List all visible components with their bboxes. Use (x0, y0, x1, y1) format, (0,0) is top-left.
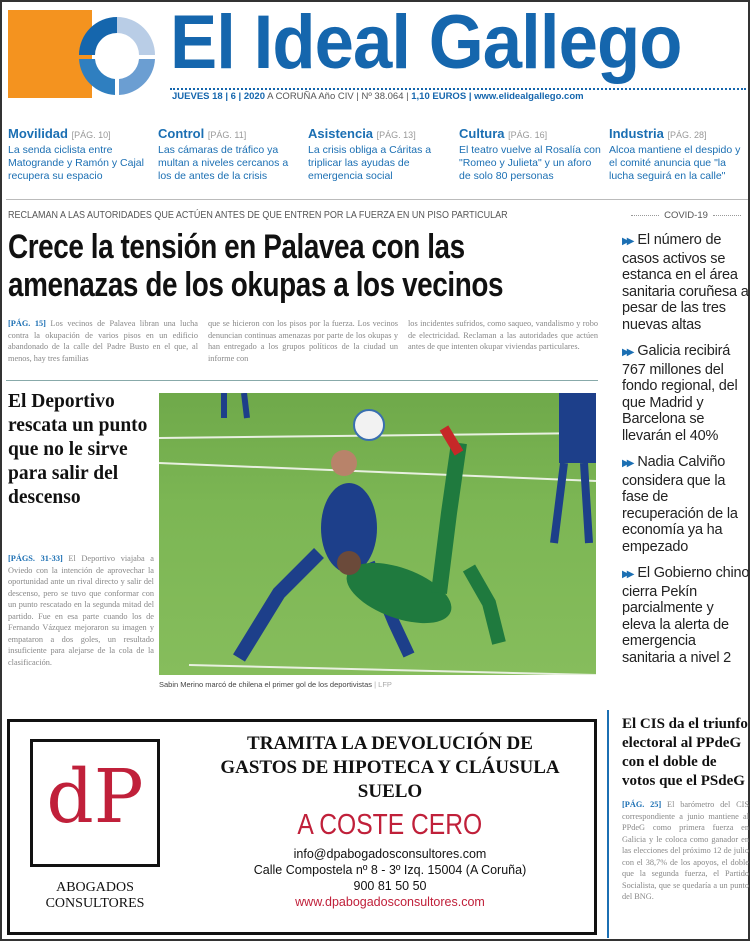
section-teaser[interactable] (158, 126, 303, 183)
website-link[interactable]: | www.elidealgallego.com (468, 91, 584, 102)
cis-story (622, 715, 749, 903)
column-divider (607, 710, 609, 938)
page-ref: [PÁG. 10] (71, 130, 111, 140)
covid-item[interactable] (622, 565, 750, 666)
masthead-divider (170, 88, 746, 90)
section-title: Industria (609, 126, 664, 141)
price: 1,10 EUROS (411, 91, 467, 102)
ad-offer: A COSTE CERO (297, 809, 483, 841)
section-teaser[interactable] (609, 126, 749, 183)
lead-column-1 (8, 318, 198, 364)
section-teaser[interactable] (8, 126, 153, 183)
covid-item[interactable] (622, 232, 750, 333)
lead-column-2: que se hicieron con los pisos por la fuerza. Los vecinos denuncian continuas amenazas por parte de los okupas y han entregado a los grupos políticos de la ciudad un informe con (208, 319, 398, 363)
ad-logo (30, 739, 160, 867)
date: JUEVES 18 | 6 | 2020 (172, 91, 265, 102)
section-title: Cultura (459, 126, 505, 141)
masthead-title: El Ideal Gallego (170, 0, 682, 85)
lead-headline[interactable]: Crece la tensión en Palavea con las amenazas de los okupas a los vecinos (8, 228, 504, 304)
double-arrow-icon: ▶▶ (622, 347, 632, 358)
football-photo (159, 393, 596, 675)
teaser-text: El teatro vuelve al Rosalía con "Romeo y Julieta" y un aforo de solo 80 personas (459, 144, 601, 182)
covid-item-text: El número de casos activos se estanca en el área sanitaria coruñesa a pesar de las tres nuevas altas (622, 232, 749, 333)
covid-item-text: Galicia recibirá 767 millones del fondo regional, del que Madrid y Barcelona se llevarán el 40% (622, 343, 738, 444)
teaser-text: Alcoa mantiene el despido y el comité anuncia que "la lucha seguirá en la calle" (609, 144, 741, 182)
divider (6, 199, 748, 200)
ad-website[interactable]: www.dpabogadosconsultores.com (295, 895, 485, 909)
ad-firm-name: ABOGADOS CONSULTORES (45, 880, 145, 911)
ad-logo-text: dP (46, 754, 144, 840)
page-ref: [PÁG. 15] (8, 319, 46, 328)
cis-text: El barómetro del CIS correspondiente a junio mantiene al PPdeG como primera fuerza en Galicia y le coloca como ganador en las elecciones del próximo 12 de julio con el 38,7% de los apoyos, el doble que la segunda fuerza, el Partido Socialista, que se quedaría a un punto del BNG. (622, 800, 749, 901)
double-arrow-icon: ▶▶ (622, 236, 632, 247)
page-ref: [PÁG. 11] (207, 130, 247, 140)
section-title: Control (158, 126, 205, 141)
section-teaser[interactable] (459, 126, 604, 183)
covid-item-text: Nadia Calviño considera que la fase de recuperación de la economía ya ha empezado (622, 454, 738, 555)
covid-item-text: El Gobierno chino cierra Pekín parcialmente y eleva la alerta de emergencia sanitaria a nivel 2 (622, 565, 750, 666)
page-ref: [PÁG. 13] (376, 130, 416, 140)
ad-address: Calle Compostela nº 8 - 3º Izq. 15004 (A Coruña) (253, 863, 527, 877)
cis-body (622, 799, 749, 903)
deportivo-body (8, 553, 154, 668)
section-title: Movilidad (8, 126, 68, 141)
logo-ring-icon (72, 12, 162, 98)
covid-item[interactable] (622, 454, 750, 555)
page-ref: [PÁG. 25] (622, 800, 662, 809)
section-title: Asistencia (308, 126, 374, 141)
double-arrow-icon: ▶▶ (622, 569, 632, 580)
covid-item[interactable] (622, 343, 750, 444)
caption-text: Sabin Merino marcó de chilena el primer gol de los deportivistas (159, 680, 373, 689)
page-ref: [PÁG. 16] (508, 130, 548, 140)
divider (6, 380, 598, 381)
teaser-text: La senda ciclista entre Matogrande y Ramón y Cajal recupera su espacio (8, 144, 144, 182)
ad-contact (254, 846, 526, 910)
teaser-text: La crisis obliga a Cáritas a triplicar las ayudas de emergencia social (308, 144, 432, 182)
teaser-text: Las cámaras de tráfico ya multan a niveles cercanos a los de antes de la crisis (158, 144, 289, 182)
lead-text: Los vecinos de Palavea libran una lucha contra la okupación de varios pisos en un edificio abandonado de la calle del Padre Busto en el que, al menos, hay tres familias (8, 319, 198, 363)
cis-headline[interactable]: El CIS da el triunfo electoral al PPdeG con el doble de votos que el PSdeG (622, 716, 748, 789)
advertisement[interactable] (7, 719, 597, 935)
photo-caption (159, 680, 392, 690)
photo-credit: | LFP (374, 680, 392, 689)
page-ref: [PÁGS. 31-33] (8, 554, 63, 563)
ad-email[interactable]: info@dpabogadosconsultores.com (293, 847, 487, 861)
ad-headline: TRAMITA LA DEVOLUCIÓN DE GASTOS DE HIPOTECA Y CLÁUSULA SUELO (220, 733, 560, 802)
ad-text (190, 732, 590, 910)
lead-kicker: RECLAMAN A LAS AUTORIDADES QUE ACTÚEN ANTES DE QUE ENTREN POR LA FUERZA EN UN PISO PARTICULAR (8, 210, 508, 221)
lead-column-3: los incidentes sufridos, como saqueo, vandalismo y robo de electricidad. Reclaman a las autoridades que actúen antes de que intenten okupar viviendas particulares. (408, 319, 598, 351)
covid-column (622, 210, 750, 666)
deportivo-headline[interactable]: El Deportivo rescata un punto que no le sirve para salir del descenso (8, 391, 148, 508)
dateline (172, 91, 584, 103)
section-teaser[interactable] (308, 126, 453, 183)
edition: A CORUÑA Año CIV | Nº 38.064 | (267, 91, 409, 102)
double-arrow-icon: ▶▶ (622, 458, 632, 469)
page-ref: [PÁG. 28] (667, 130, 707, 140)
ad-phone: 900 81 50 50 (353, 879, 427, 893)
covid-label: COVID-19 (622, 210, 750, 222)
deportivo-text: El Deportivo viajaba a Oviedo con la intención de aprovechar la oportunidad ante un rival directo y salir del descenso, pero se tuvo que conformar con un punto rescatado en la segunda mitad del partido. Fue en esa parte cuando los de Fernando Vázquez mejoraron su imagen y empataron a dos goles, un resultado insuficiente para alejarse de la cola de la clasificación. (8, 554, 154, 667)
